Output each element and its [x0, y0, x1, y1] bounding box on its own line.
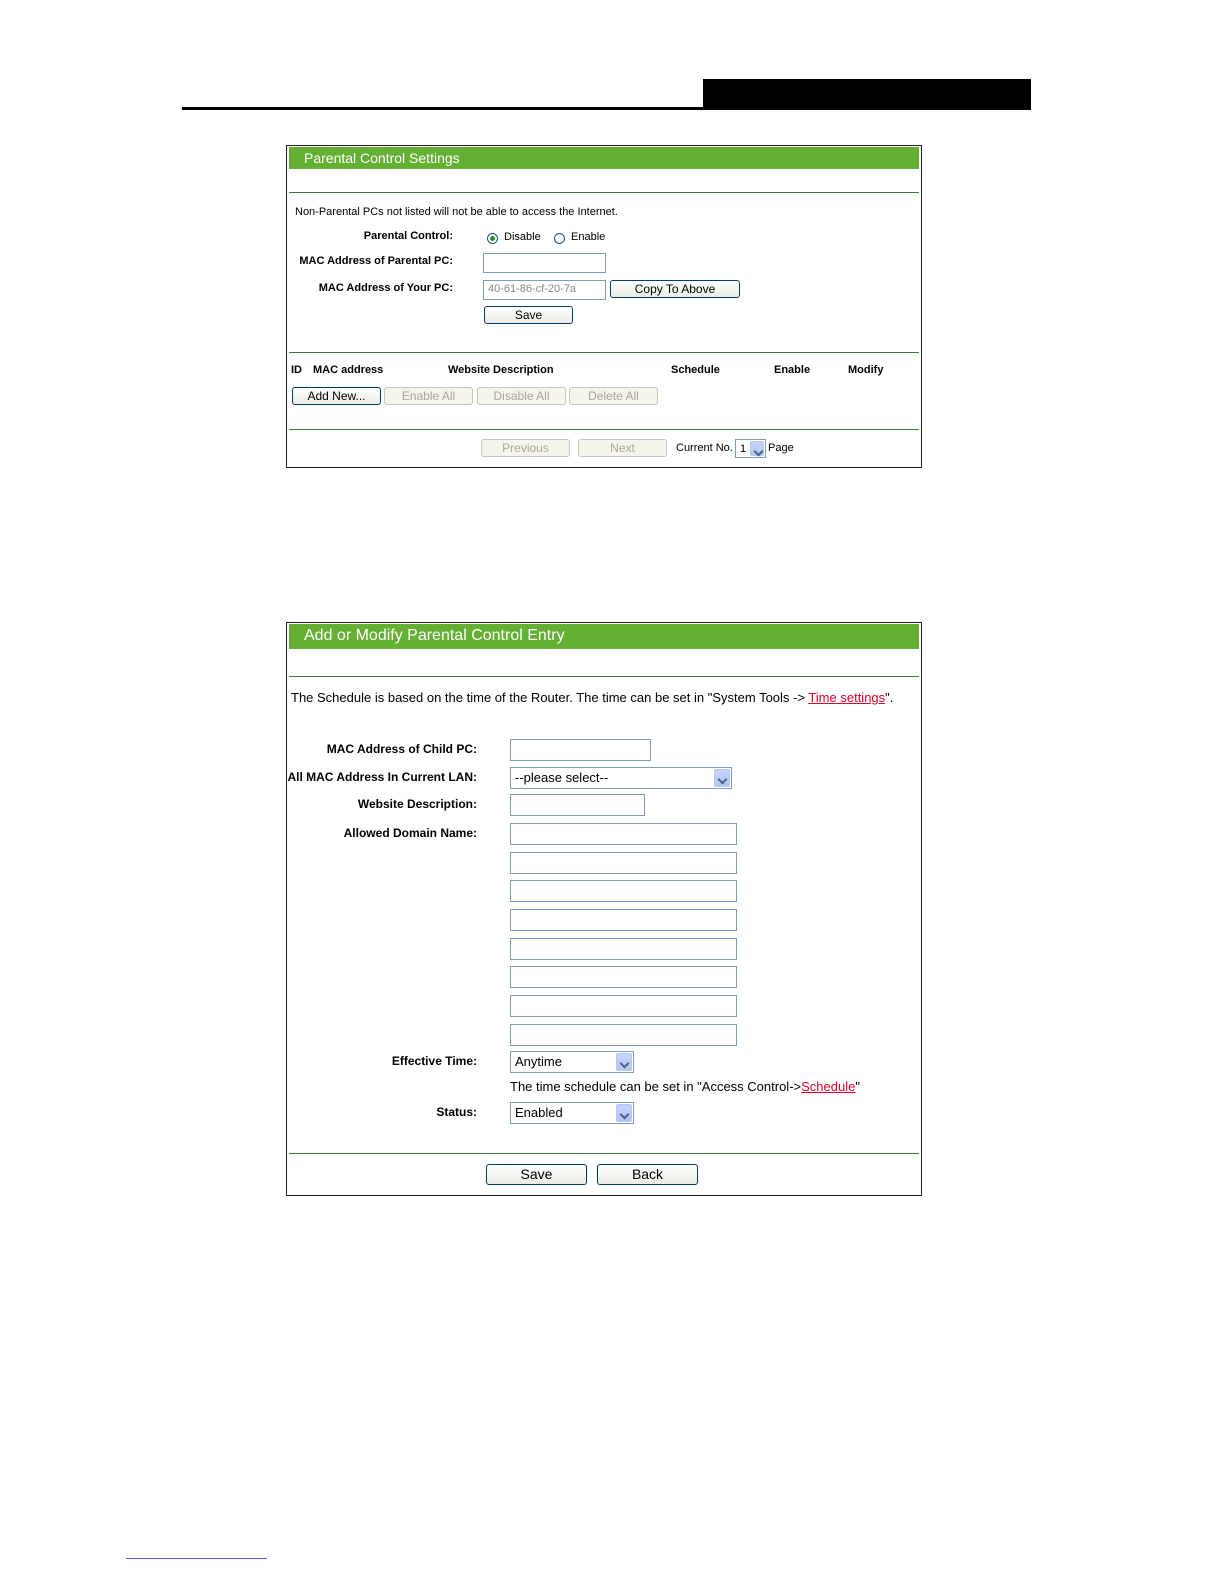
mac-child-label: MAC Address of Child PC:: [326, 742, 477, 756]
save-button[interactable]: Save: [486, 1164, 587, 1185]
schedule-link[interactable]: Schedule: [801, 1079, 856, 1094]
divider: [289, 352, 919, 353]
disable-radio[interactable]: [487, 233, 498, 244]
page-label: Page: [768, 442, 794, 454]
schedule-note-text: The Schedule is based on the time of the Router. The time can be set in "System Tools ->: [291, 690, 809, 705]
allowed-domain-input[interactable]: [510, 995, 737, 1017]
allowed-domain-input[interactable]: [510, 909, 737, 931]
divider: [289, 676, 919, 677]
time-schedule-note: [510, 1079, 860, 1094]
enable-radio[interactable]: [554, 233, 565, 244]
next-button[interactable]: Next: [578, 439, 667, 457]
chevron-down-icon: [616, 1104, 632, 1122]
effective-time-value: Anytime: [515, 1054, 562, 1069]
header-black-block: [703, 79, 1031, 110]
current-page-select[interactable]: [735, 439, 766, 458]
all-mac-select-value: --please select--: [515, 770, 609, 785]
parental-control-settings-panel: [286, 145, 922, 468]
col-header-enable: Enable: [774, 364, 811, 376]
chevron-down-icon: [616, 1053, 632, 1071]
enable-radio-label: Enable: [571, 231, 606, 243]
effective-time-select[interactable]: [510, 1051, 634, 1073]
col-header-mac: MAC address: [313, 364, 384, 376]
allowed-domain-input[interactable]: [510, 966, 737, 988]
chevron-down-icon: [750, 441, 764, 456]
mac-child-input[interactable]: [510, 739, 651, 761]
add-modify-entry-panel: [286, 622, 922, 1196]
add-new-button[interactable]: Add New...: [292, 387, 381, 405]
col-header-id: ID: [291, 364, 302, 376]
delete-all-button[interactable]: Delete All: [569, 387, 658, 405]
effective-time-label: Effective Time:: [391, 1054, 477, 1068]
previous-button[interactable]: Previous: [481, 439, 570, 457]
current-no-label: Current No.: [676, 442, 733, 454]
panel-title: Add or Modify Parental Control Entry: [304, 627, 565, 644]
col-header-website: Website Description: [448, 364, 554, 376]
allowed-domain-input[interactable]: [510, 880, 737, 902]
divider: [289, 429, 919, 430]
mac-your-pc-input[interactable]: 40-61-86-cf-20-7a: [483, 280, 606, 300]
status-label: Status:: [436, 1105, 477, 1119]
save-button[interactable]: Save: [484, 306, 573, 324]
time-schedule-note-text: The time schedule can be set in "Access Control->: [510, 1079, 802, 1094]
time-schedule-note-end: ": [855, 1079, 860, 1094]
parental-control-label: Parental Control:: [363, 230, 453, 242]
time-settings-link[interactable]: Time settings: [808, 690, 886, 705]
footer-rule: [126, 1558, 267, 1559]
note-text: Non-Parental PCs not listed will not be able to access the Internet.: [295, 206, 618, 218]
mac-parental-input[interactable]: [483, 253, 606, 273]
website-description-input[interactable]: [510, 794, 645, 816]
current-page-value: 1: [740, 443, 747, 455]
panel-title-bar: [289, 624, 919, 649]
panel-title: Parental Control Settings: [304, 150, 460, 166]
header-rule: [182, 107, 1031, 110]
allowed-domain-input[interactable]: [510, 1024, 737, 1046]
col-header-schedule: Schedule: [671, 364, 720, 376]
allowed-domain-label: Allowed Domain Name:: [343, 826, 477, 840]
back-button[interactable]: Back: [597, 1164, 698, 1185]
all-mac-label: All MAC Address In Current LAN:: [287, 770, 477, 784]
allowed-domain-input[interactable]: [510, 823, 737, 845]
panel-title-bar: [289, 147, 919, 169]
schedule-note-end: ".: [885, 690, 894, 705]
enable-all-button[interactable]: Enable All: [384, 387, 473, 405]
mac-your-pc-label: MAC Address of Your PC:: [318, 282, 453, 294]
mac-parental-label: MAC Address of Parental PC:: [299, 255, 453, 267]
allowed-domain-input[interactable]: [510, 938, 737, 960]
chevron-down-icon: [714, 769, 730, 787]
divider: [289, 1153, 919, 1154]
schedule-note: [291, 690, 893, 705]
status-select[interactable]: [510, 1102, 634, 1124]
divider: [289, 192, 919, 193]
status-value: Enabled: [515, 1105, 563, 1120]
all-mac-select[interactable]: [510, 767, 732, 789]
col-header-modify: Modify: [848, 364, 884, 376]
copy-to-above-button[interactable]: Copy To Above: [610, 280, 740, 298]
disable-radio-label: Disable: [504, 231, 541, 243]
website-description-label: Website Description:: [357, 797, 477, 811]
allowed-domain-input[interactable]: [510, 852, 737, 874]
disable-all-button[interactable]: Disable All: [477, 387, 566, 405]
